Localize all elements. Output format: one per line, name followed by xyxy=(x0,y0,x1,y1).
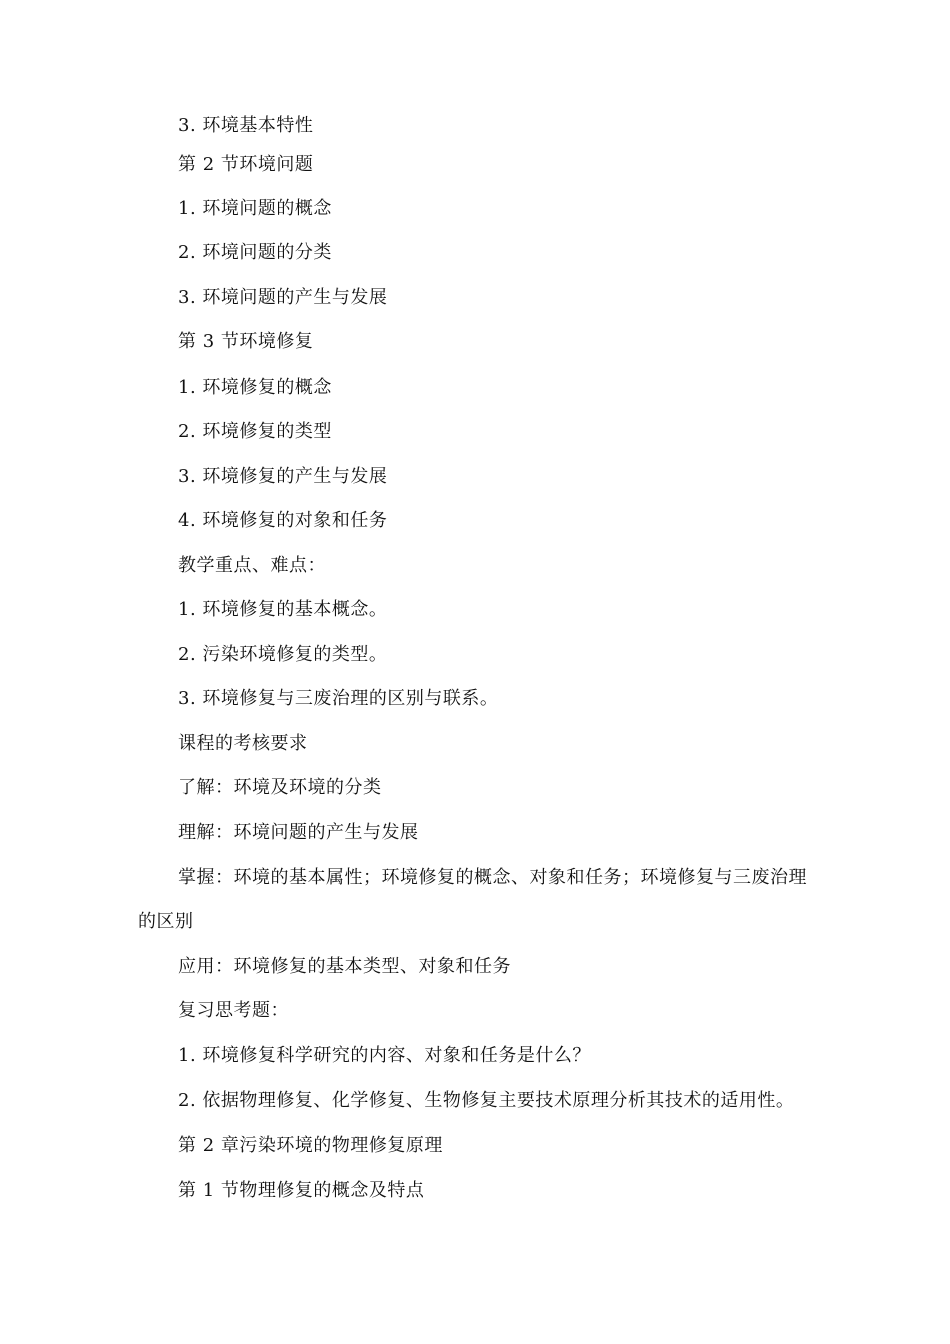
chapter-heading: 第 2 章污染环境的物理修复原理 xyxy=(178,1135,443,1156)
list-item: 1. 环境修复科学研究的内容、对象和任务是什么？ xyxy=(178,1045,591,1066)
key-points-heading: 教学重点、难点： xyxy=(178,555,326,576)
list-item: 1. 环境修复的基本概念。 xyxy=(178,599,388,620)
list-item: 2. 环境修复的类型 xyxy=(178,421,332,442)
list-item: 3. 环境修复的产生与发展 xyxy=(178,466,388,487)
list-item: 3. 环境问题的产生与发展 xyxy=(178,287,388,308)
list-item: 3. 环境基本特性 xyxy=(178,115,314,136)
list-item: 2. 污染环境修复的类型。 xyxy=(178,644,388,665)
list-item: 2. 依据物理修复、化学修复、生物修复主要技术原理分析其技术的适用性。 xyxy=(178,1090,795,1111)
list-item: 3. 环境修复与三废治理的区别与联系。 xyxy=(178,688,499,709)
section-heading: 第 1 节物理修复的概念及特点 xyxy=(178,1180,425,1201)
requirement-line: 应用：环境修复的基本类型、对象和任务 xyxy=(178,956,511,977)
list-item: 2. 环境问题的分类 xyxy=(178,242,332,263)
list-item: 1. 环境问题的概念 xyxy=(178,198,332,219)
requirement-line: 了解：环境及环境的分类 xyxy=(178,777,382,798)
section-heading: 第 2 节环境问题 xyxy=(178,154,314,175)
assessment-heading: 课程的考核要求 xyxy=(178,733,308,754)
review-questions-heading: 复习思考题： xyxy=(178,1000,289,1021)
list-item: 1. 环境修复的概念 xyxy=(178,377,332,398)
list-item: 4. 环境修复的对象和任务 xyxy=(178,510,388,531)
mastery-paragraph: 掌握：环境的基本属性；环境修复的概念、对象和任务；环境修复与三废治理的区别 xyxy=(138,867,807,932)
section-heading: 第 3 节环境修复 xyxy=(178,331,314,352)
requirement-line: 理解：环境问题的产生与发展 xyxy=(178,822,419,843)
